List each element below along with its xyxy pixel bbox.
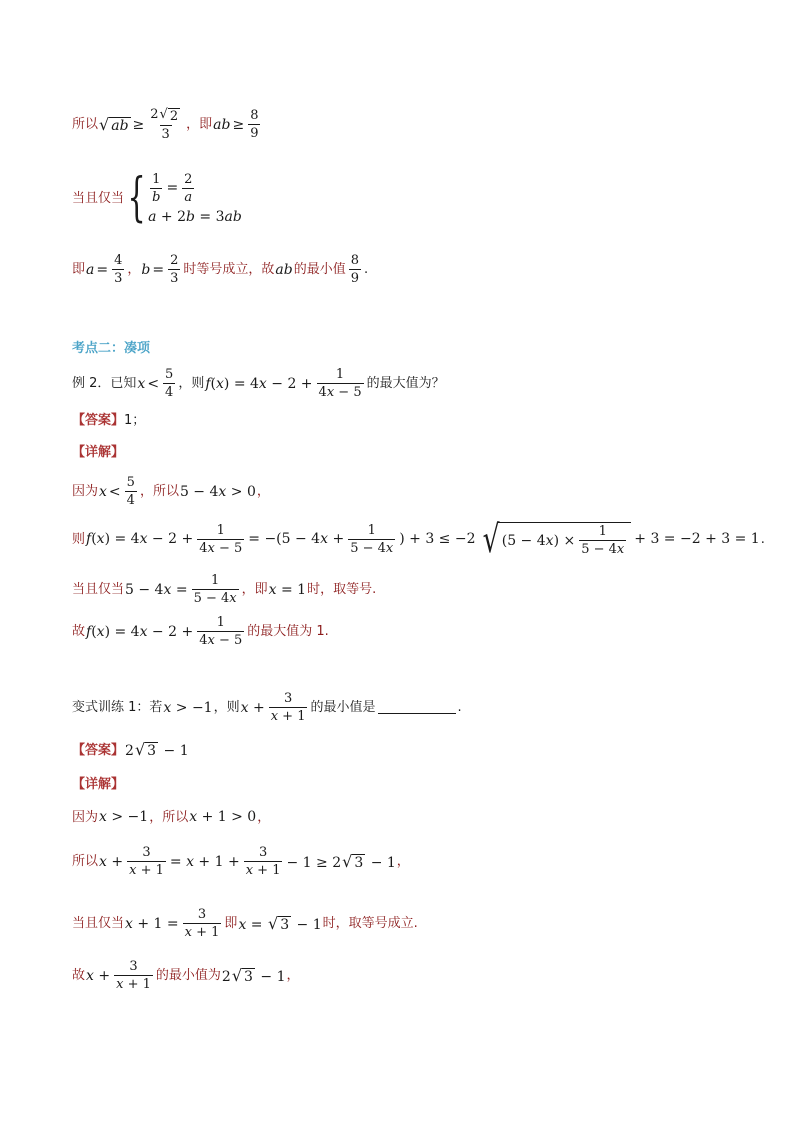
line-result-a-b: 即 a = $\frac{4}{3}$ ， b = $\frac{2}{3}$ 时等号成立，故 ab 的最小值 $\frac{8}{9}$ . (72, 253, 369, 286)
answer-blank[interactable] (378, 701, 456, 714)
variant-1-question: 变式训练 1：若 x > −1 ，则 x + $\frac{3}{x + 1}$ 的最小值是 . (72, 691, 462, 724)
detail-1-label: 【详解】 (72, 445, 125, 460)
step-t2: 所以 x + $\frac{3}{x + 1}$ = x + 1 + $\frac{3}{x + 1}$ − 1 ≥ 2 √ 3 − 1 ， (72, 845, 410, 878)
equation-system: { $\frac{1}{b}$ = $\frac{2}{a}$ a + 2b = 3ab (127, 168, 242, 228)
section-heading: 考点二：凑项 (72, 341, 151, 356)
sqrt-ab: √ ab (99, 114, 129, 134)
answer-1: 【答案】 1； (72, 413, 146, 428)
step-1: 因为 x < $\frac{5}{4}$ ，所以 5 − 4x > 0 ， (72, 475, 270, 508)
step-t3: 当且仅当 x + 1 = $\frac{3}{x + 1}$ 即 x = √ 3 − 1 时，取等号成立. (72, 907, 418, 940)
step-t4: 故 x + $\frac{3}{x + 1}$ 的最小值为 2 √ 3 − 1 ， (72, 959, 300, 992)
example-2-question: 例 2．已知 x < $\frac{5}{4}$ ，则 f(x) = 4x − 2 + $\frac{1}{4x - 5}$ 的最大值为？ (72, 367, 445, 400)
line-system: 当且仅当 { $\frac{1}{b}$ = $\frac{2}{a}$ a + 2b = 3ab (72, 168, 242, 228)
big-sqrt: √ (5 − 4x) × $\frac{1}{5 - 4x}$ (479, 520, 632, 558)
step-3: 当且仅当 5 − 4x = $\frac{1}{5 - 4x}$ ，即 x = 1 时，取等号. (72, 573, 377, 606)
step-4: 故 f(x) = 4x − 2 + $\frac{1}{4x - 5}$ 的最大值为 1. (72, 615, 329, 648)
line-sqrt-ab: 所以 √ ab ≥ 2 √ 2 3 ，即 ab ≥ $\frac{8}{9}$ (72, 107, 259, 142)
detail-2-label: 【详解】 (72, 777, 125, 792)
frac-8-over-9: $\frac{8}{9}$ (250, 108, 259, 141)
frac-2sqrt2-over-3: 2 √ 2 3 (150, 107, 179, 142)
answer-2: 【答案】 2 √ 3 − 1 (72, 740, 189, 759)
step-t1: 因为 x > −1 ，所以 x + 1 > 0 ， (72, 809, 271, 825)
step-2: 则 f(x) = 4x − 2 + $\frac{1}{4x - 5}$ = −(5 − 4x + $\frac{1}{5 - 4x}$ ) + 3 ≤ −2 √ (5 − 4x) × $\frac{1}{5 - 4x}$ + 3 = −2 + 3 = 1 . (72, 517, 765, 561)
